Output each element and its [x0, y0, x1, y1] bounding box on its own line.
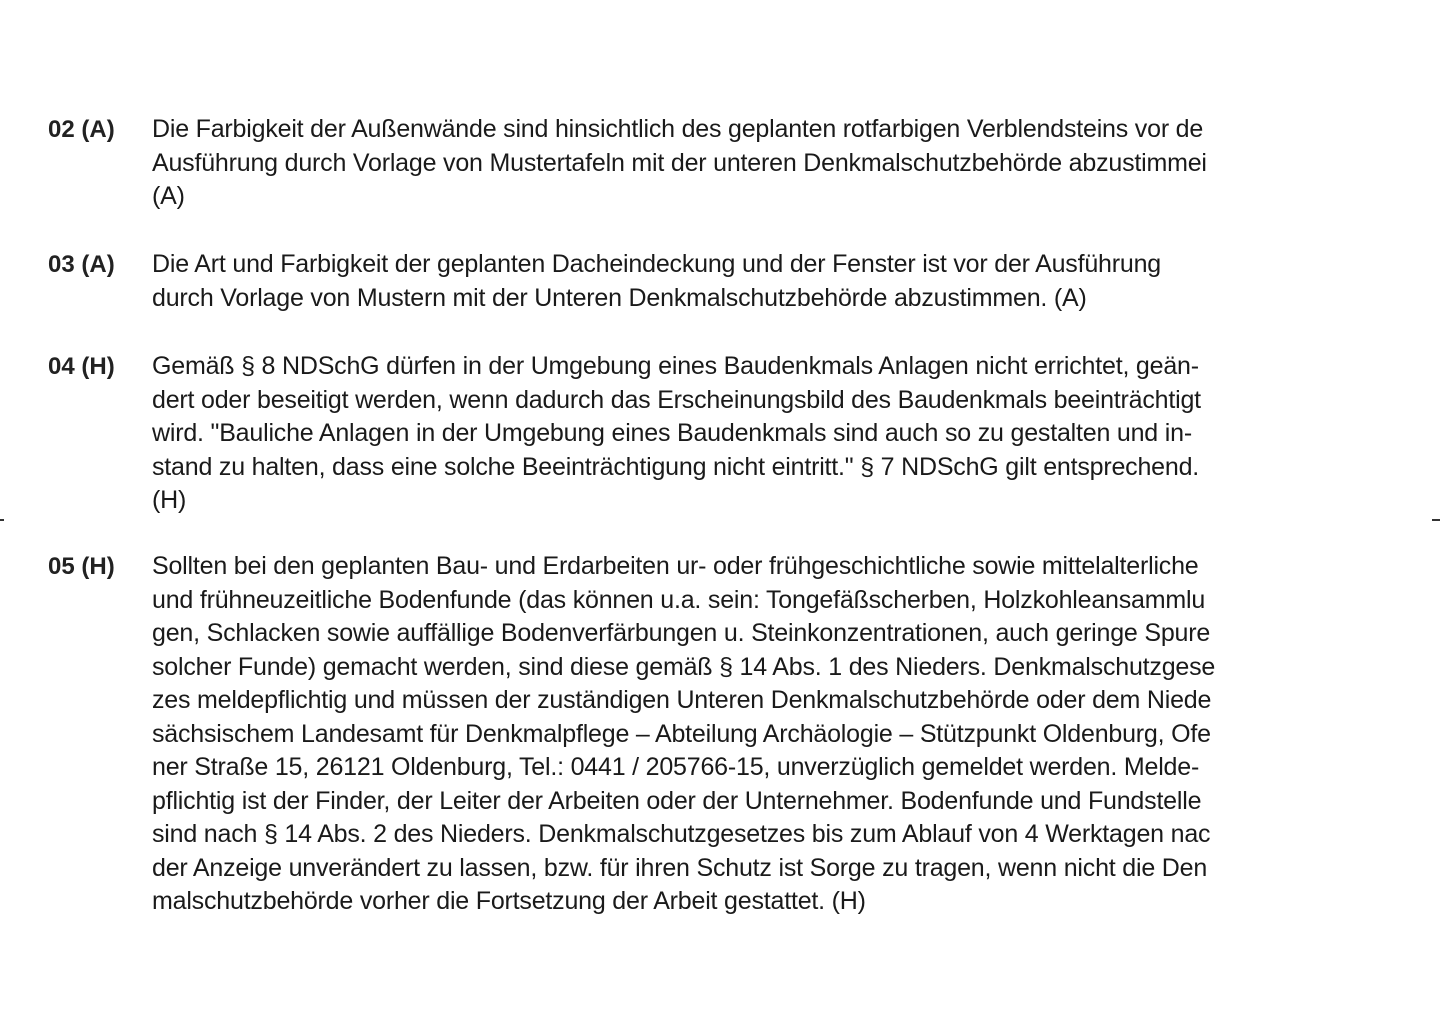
text-line: ner Straße 15, 26121 Oldenburg, Tel.: 0441 / 205766-15, unverzüglich gemeldet werden. Melde- [152, 753, 1200, 781]
text-line: sächsischem Landesamt für Denkmalpflege – Abteilung Archäologie – Stützpunkt Oldenburg, Ofe [152, 719, 1211, 748]
text-line: stand zu halten, dass eine solche Beeinträchtigung nicht eintritt." § 7 NDSchG gilt entsprechend. [152, 452, 1200, 481]
text-line: gen, Schlacken sowie auffällige Bodenverfärbungen u. Steinkonzentrationen, auch geringe Spure [152, 619, 1211, 647]
condition-number: 02 (A) [48, 116, 115, 143]
text-line: sind nach § 14 Abs. 2 des Nieders. Denkmalschutzgesetzes bis zum Ablauf von 4 Werktagen nac [152, 820, 1211, 848]
text-line: Ausführung durch Vorlage von Mustertafeln mit der unteren Denkmalschutzbehörde abzustimmei [152, 148, 1207, 177]
text-line: Gemäß § 8 NDSchG dürfen in der Umgebung eines Baudenkmals Anlagen nicht errichtet, geän- [152, 352, 1199, 380]
text-line: Die Farbigkeit der Außenwände sind hinsichtlich des geplanten rotfarbigen Verblendsteins vor de [152, 115, 1204, 143]
condition-number: 03 (A) [48, 251, 115, 278]
condition-number: 04 (H) [48, 353, 115, 380]
condition-text [152, 350, 1415, 518]
text-line: (H) [152, 486, 187, 514]
text-line: Die Art und Farbigkeit der geplanten Dacheindeckung und der Fenster ist vor der Ausführung [152, 250, 1162, 278]
condition-text [152, 113, 1415, 214]
text-line: solcher Funde) gemacht werden, sind diese gemäß § 14 Abs. 1 des Nieders. Denkmalschutzgese [152, 652, 1216, 681]
text-line: wird. "Bauliche Anlagen in der Umgebung eines Baudenkmals sind auch so zu gestalten und in- [152, 419, 1192, 447]
text-line: malschutzbehörde vorher die Fortsetzung der Arbeit gestattet. (H) [152, 887, 866, 915]
condition-text [152, 248, 1415, 315]
scan-mark [1432, 519, 1440, 521]
condition-number: 05 (H) [48, 553, 115, 580]
text-line: der Anzeige unverändert zu lassen, bzw. für ihren Schutz ist Sorge zu tragen, wenn nicht die Den [152, 853, 1208, 882]
text-line: (A) [152, 182, 185, 210]
text-line: pflichtig ist der Finder, der Leiter der Arbeiten oder der Unternehmer. Bodenfunde und Fundstelle [152, 786, 1202, 815]
text-line: zes meldepflichtig und müssen der zuständigen Unteren Denkmalschutzbehörde oder dem Niede [152, 686, 1212, 714]
condition-text [152, 550, 1415, 919]
text-line: und frühneuzeitliche Bodenfunde (das können u.a. sein: Tongefäßscherben, Holzkohleansammlu [152, 585, 1206, 614]
text-line: dert oder beseitigt werden, wenn dadurch das Erscheinungsbild des Baudenkmals beeinträchtigt [152, 385, 1201, 414]
text-line: Sollten bei den geplanten Bau- und Erdarbeiten ur- oder frühgeschichtliche sowie mittelalterliche [152, 552, 1199, 580]
scan-mark [0, 519, 4, 521]
text-line: durch Vorlage von Mustern mit der Unteren Denkmalschutzbehörde abzustimmen. (A) [152, 283, 1087, 312]
